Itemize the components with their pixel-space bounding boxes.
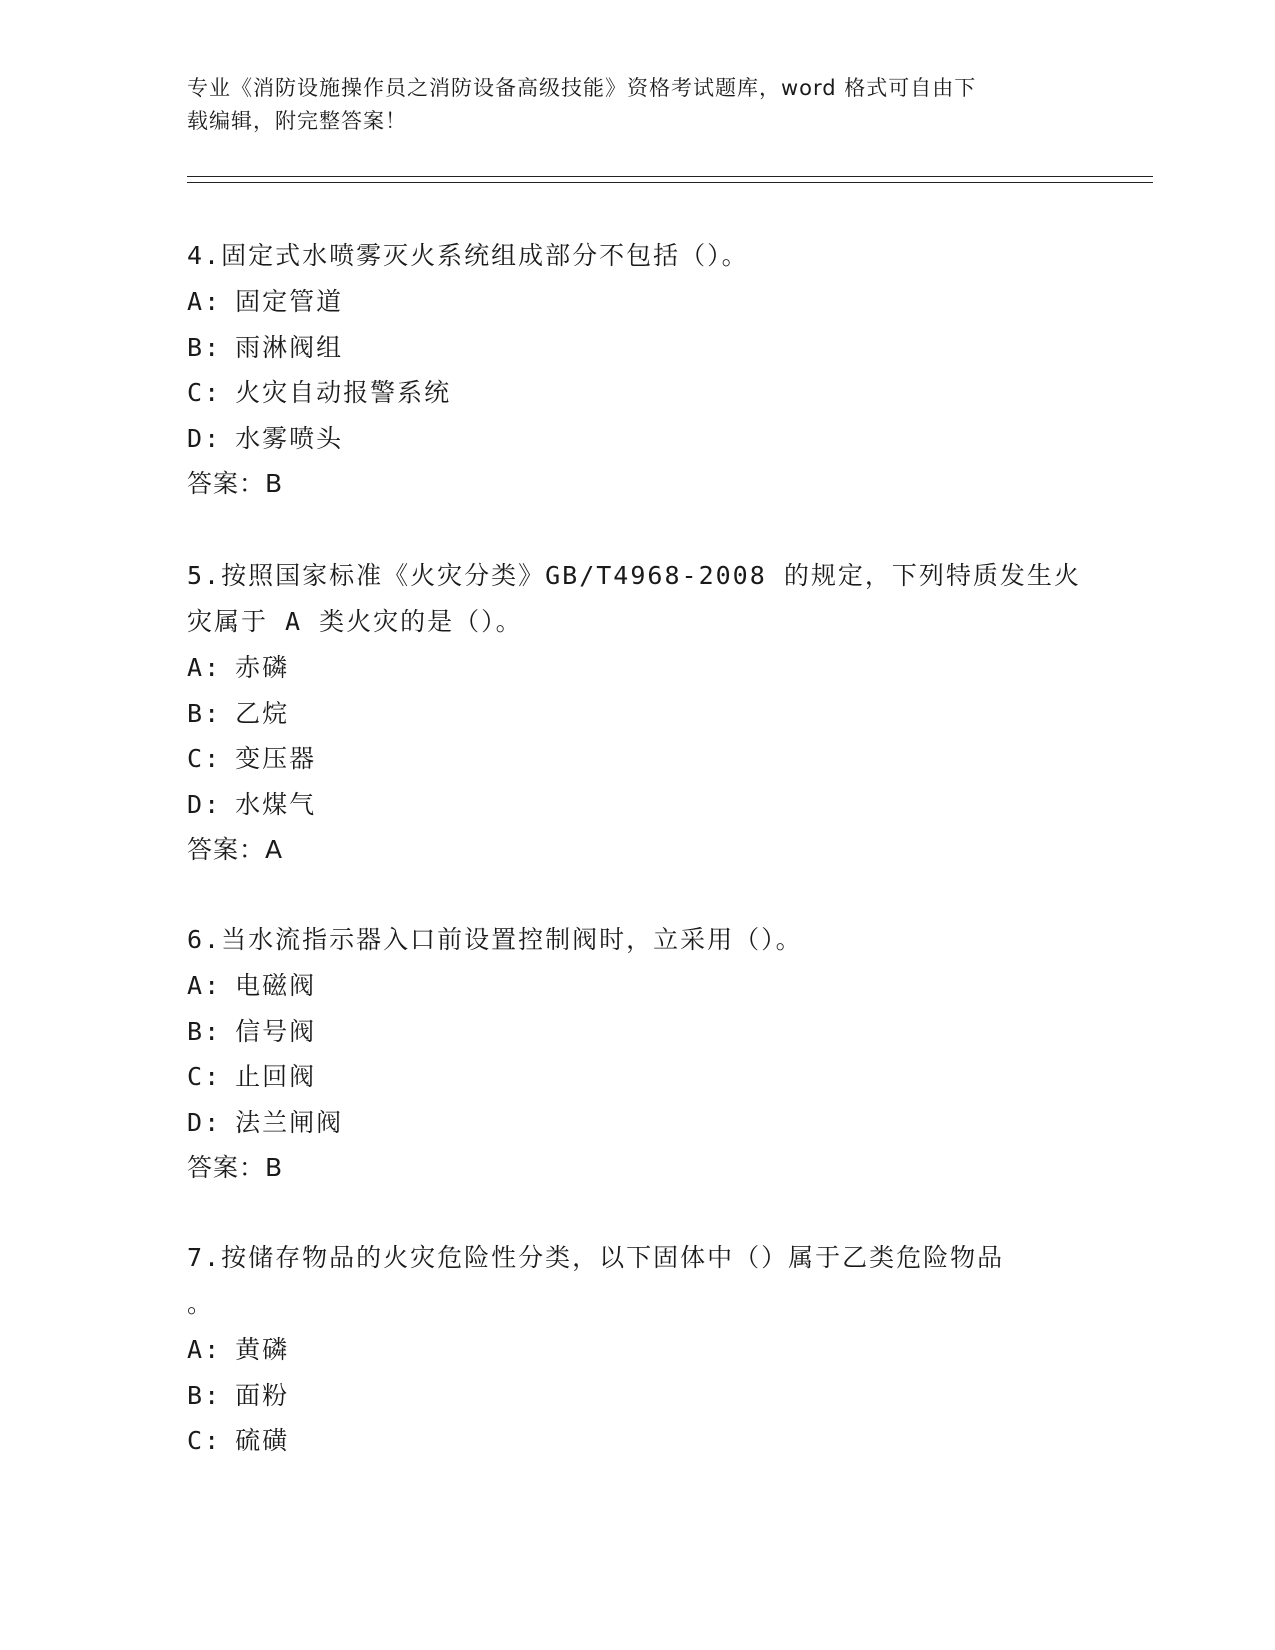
option-a [187,279,1087,325]
option-d [187,1100,1087,1146]
document-header [187,72,1087,138]
question-stem-line-1: 5.按照国家标准《火灾分类》GB/T4968-2008 的规定，下列特质发生火 [187,561,1081,590]
option-key: D [187,789,205,819]
option-text: 固定管道 [235,287,344,316]
option-separator: : [204,378,222,407]
option-separator: : [204,1335,222,1364]
option-b [187,1373,1087,1419]
option-text: 法兰闸阀 [235,1107,344,1137]
option-c [187,370,1087,416]
question-6 [187,917,1087,1190]
option-d [187,416,1087,462]
option-text: 火灾自动报警系统 [235,378,452,407]
option-text: 止回阀 [235,1062,317,1091]
option-key: A [187,971,205,1000]
option-key: D [187,1107,205,1137]
question-stem-line-1: 7.按储存物品的火灾危险性分类，以下固体中（）属于乙类危险物品 [187,1243,1005,1272]
option-key: B [187,1380,205,1410]
header-intro-line-2: 载编辑，附完整答案！ [187,109,407,133]
option-key: B [187,698,205,728]
option-separator: : [204,971,222,1000]
option-c [187,1418,1087,1464]
option-key: B [187,1016,205,1046]
header-divider-bottom [187,182,1153,183]
option-c [187,736,1087,782]
option-b [187,691,1087,737]
question-stem-line-2: 。 [187,1289,215,1318]
header-intro-line-1: 专业《消防设施操作员之消防设备高级技能》资格考试题库，word 格式可自由下 [187,76,977,100]
option-key: A [187,653,205,682]
question-stem: 6.当水流指示器入口前设置控制阀时，立采用（）。 [187,925,803,954]
option-text: 乙烷 [235,698,290,728]
option-text: 水雾喷头 [235,423,344,453]
option-a [187,1327,1087,1373]
header-divider-top [187,176,1153,177]
option-text: 赤磷 [235,653,290,682]
question-stem-line-2: 灾属于 A 类火灾的是（）。 [187,607,523,636]
question-4 [187,233,1087,506]
option-text: 面粉 [235,1380,290,1410]
question-7 [187,1235,1087,1464]
option-text: 变压器 [235,744,317,773]
option-key: D [187,423,205,453]
answer-label: 答案：B [187,469,284,498]
option-b [187,1009,1087,1055]
option-separator: : [204,1426,222,1455]
option-separator: : [204,1107,222,1137]
option-key: B [187,332,205,362]
option-key: C [187,1426,205,1455]
answer-label: 答案：B [187,1153,284,1182]
option-b [187,325,1087,371]
option-text: 黄磷 [235,1335,290,1364]
option-d [187,782,1087,828]
option-key: A [187,287,205,316]
option-separator: : [204,1062,222,1091]
answer-label: 答案：A [187,835,284,864]
option-separator: : [204,423,222,453]
option-separator: : [204,1380,222,1410]
question-stem: 4.固定式水喷雾灭火系统组成部分不包括（）。 [187,241,749,270]
question-5 [187,553,1087,872]
option-text: 信号阀 [235,1016,317,1046]
option-text: 雨淋阀组 [235,332,344,362]
option-separator: : [204,1016,222,1046]
option-text: 水煤气 [235,789,317,819]
option-separator: : [204,332,222,362]
option-separator: : [204,744,222,773]
option-a [187,963,1087,1009]
option-text: 硫磺 [235,1426,290,1455]
option-a [187,645,1087,691]
option-key: C [187,744,205,773]
option-separator: : [204,287,222,316]
option-key: A [187,1335,205,1364]
option-separator: : [204,789,222,819]
option-key: C [187,1062,205,1091]
option-key: C [187,378,205,407]
option-text: 电磁阀 [235,971,317,1000]
option-separator: : [204,698,222,728]
option-separator: : [204,653,222,682]
option-c [187,1054,1087,1100]
